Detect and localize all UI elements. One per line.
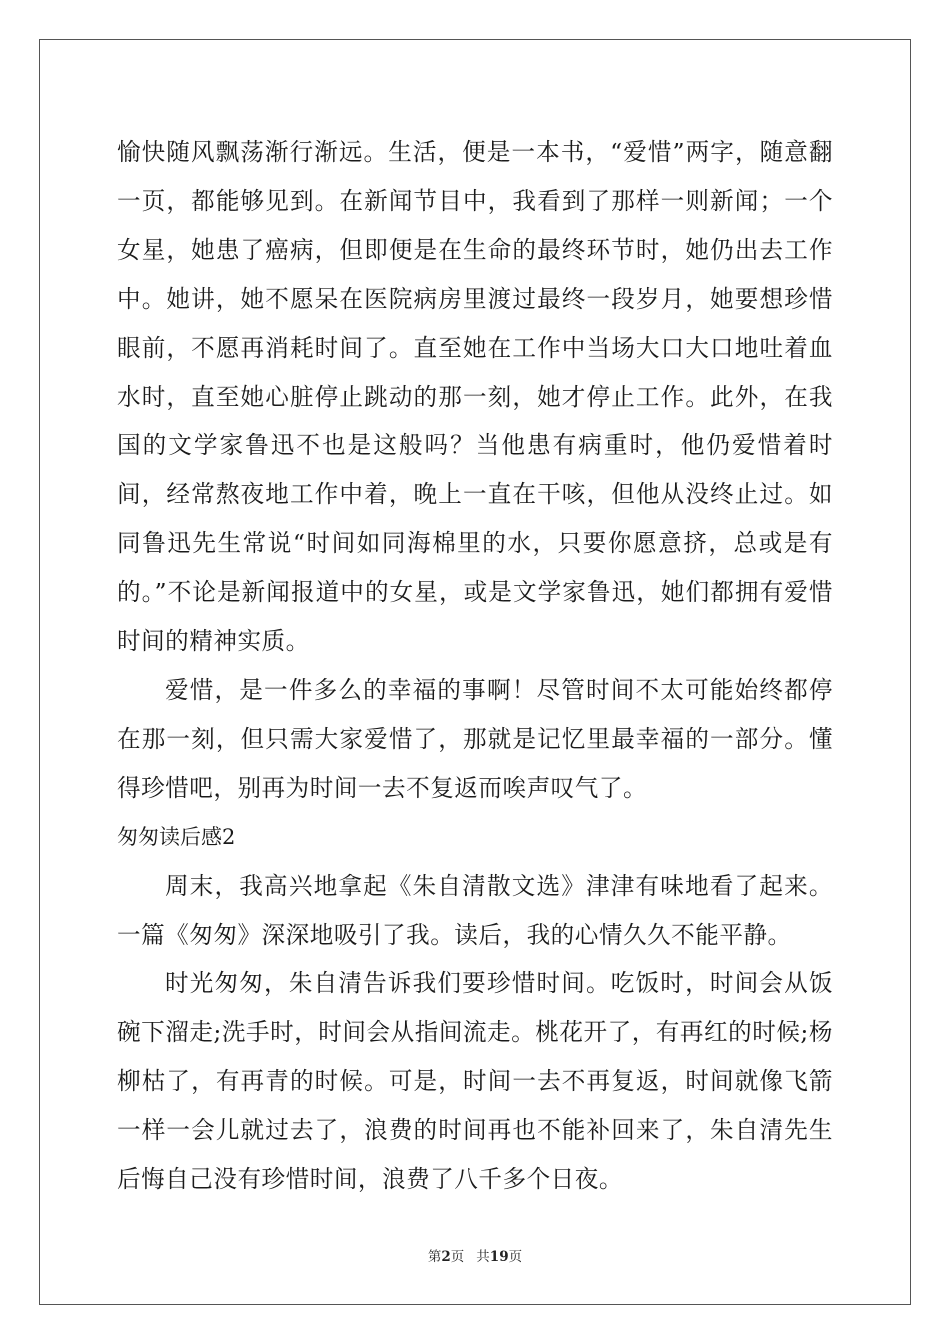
paragraph: 周末，我高兴地拿起《朱自清散文选》津津有味地看了起来。一篇《匆匆》深深地吸引了我。读后，我的心情久久不能平静。 [117, 871, 833, 949]
document-body [117, 128, 833, 1204]
total-label-prefix: 共 [476, 1249, 490, 1265]
paragraph: 愉快随风飘荡渐行渐远。生活，便是一本书，“爱惜”两字，随意翻一页，都能够见到。在新闻节目中，我看到了那样一则新闻；一个女星，她患了癌病，但即便是在生命的最终环节时，她仍出去工作中。她讲，她不愿呆在医院病房里渡过最终一段岁月，她要想珍惜眼前，不愿再消耗时间了。直至她在工作中当场大口大口地吐着血水时，直至她心脏停止跳动的那一刻，她才停止工作。此外，在我国的文学家鲁迅不也是这般吗？当他患有病重时，他仍爱惜着时间，经常熬夜地工作中着，晚上一直在干咳，但他从没终止过。如同鲁迅先生常说“时间如同海棉里的水，只要你愿意挤，总或是有的。”不论是新闻报道中的女星，或是文学家鲁迅，她们都拥有爱惜时间的精神实质。 [117, 138, 833, 656]
page-label-prefix: 第 [427, 1249, 442, 1265]
paragraph: 时光匆匆，朱自清告诉我们要珍惜时间。吃饭时，时间会从饭碗下溜走;洗手时，时间会从指间流走。桃花开了，有再红的时候;杨柳枯了，有再青的时候。可是，时间一去不再复返，时间就像飞箭一样一会儿就过去了，浪费的时间再也不能补回来了，朱自清先生后悔自己没有珍惜时间，浪费了八千多个日夜。 [117, 969, 833, 1194]
total-label-suffix: 页 [508, 1249, 523, 1265]
paragraph: 爱惜，是一件多么的幸福的事啊！尽管时间不太可能始终都停在那一刻，但只需大家爱惜了，那就是记忆里最幸福的一部分。懂得珍惜吧，别再为时间一去不复返而唉声叹气了。 [117, 675, 833, 802]
page-footer [0, 1245, 950, 1265]
total-pages: 19 [489, 1249, 509, 1265]
section-title: 匆匆读后感2 [117, 824, 236, 849]
page-number: 2 [441, 1249, 451, 1265]
page-label-suffix: 页 [450, 1249, 465, 1265]
